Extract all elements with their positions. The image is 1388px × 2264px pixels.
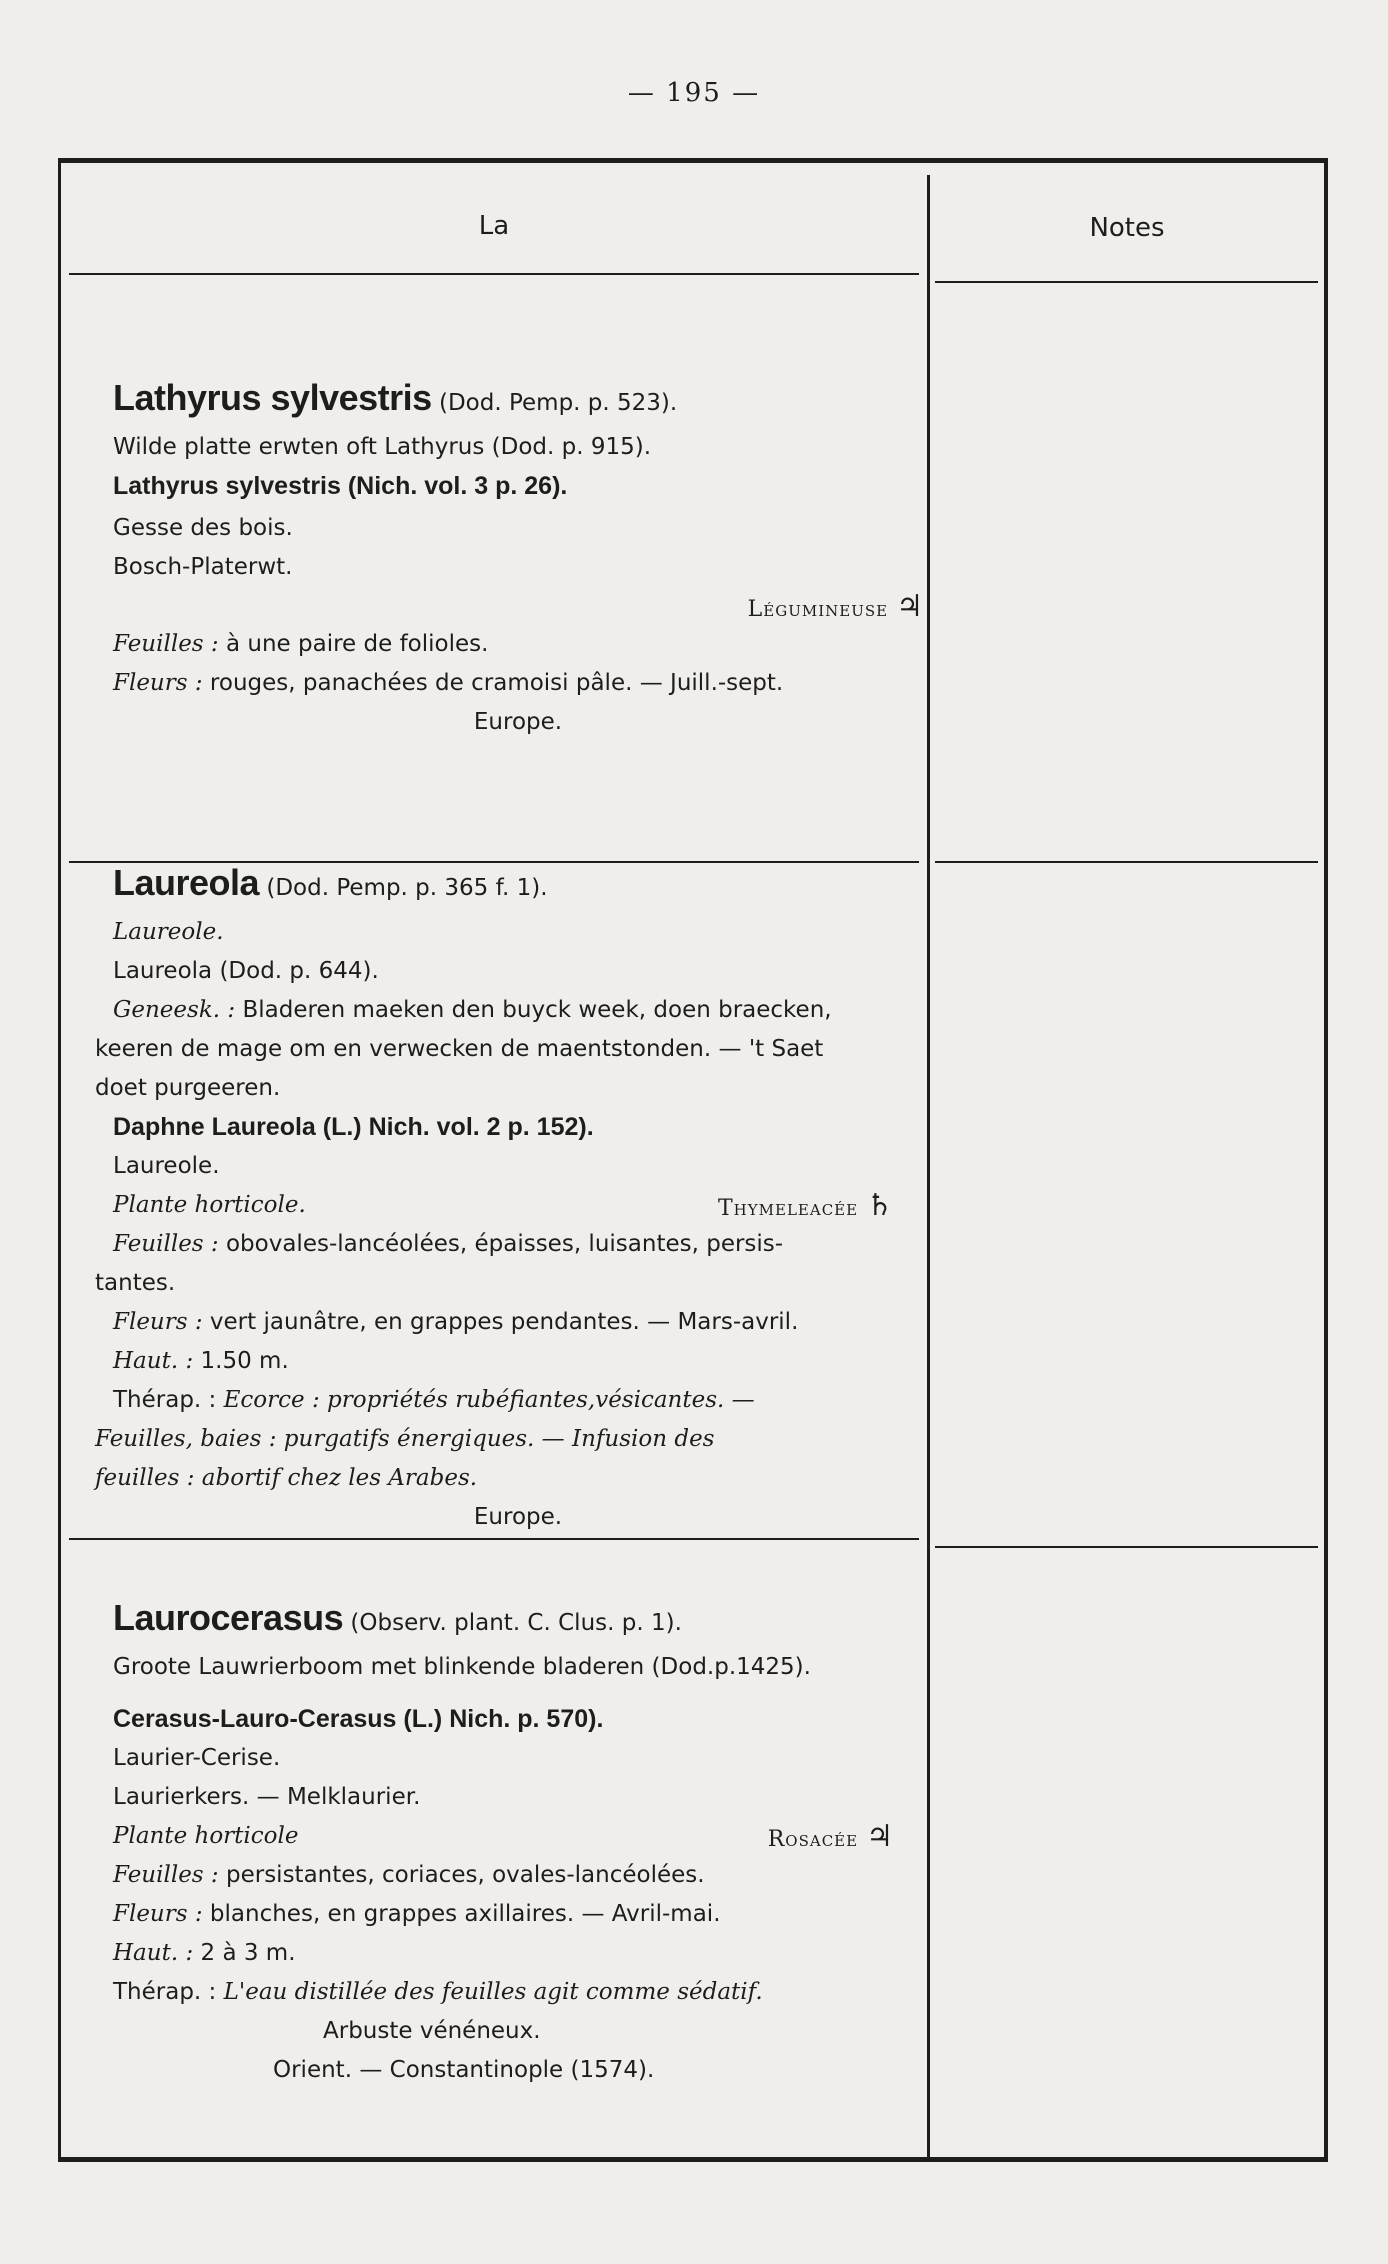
origin: Europe. [473,709,563,735]
entry-line: Bosch-Platerwt. [113,554,293,580]
entry-line: Laurier-Cerise. [113,1745,281,1771]
entry-line: Wilde platte erwten oft Lathyrus (Dod. p. 915). [113,434,652,460]
entry-heading-ref: (Observ. plant. C. Clus. p. 1). [350,1610,682,1636]
geneesk-text: Bladeren maeken den buyck week, doen braecken, [242,997,832,1023]
feuilles-text: tantes. [95,1270,176,1296]
entry-heading-ref: (Dod. Pemp. p. 523). [438,390,678,416]
column-divider [927,175,930,2157]
therap-text: Ecorce : propriétés rubéfiantes,vésicantes. — [223,1387,755,1413]
entry-line: Cerasus-Lauro-Cerasus (L.) Nich. p. 570). [113,1705,604,1733]
entry-line: Laureola (Dod. p. 644). [113,958,379,984]
fleurs-label: Fleurs : [113,1901,203,1927]
entry-heading: Lathyrus sylvestris [113,377,432,418]
perennial-symbol-icon: ♃ [896,589,923,624]
entry-line: Lathyrus sylvestris (Nich. vol. 3 p. 26). [113,472,568,500]
perennial-symbol-icon: ♃ [866,1819,893,1854]
entry-note: Arbuste vénéneux. [323,2018,541,2044]
fleurs-label: Fleurs : [113,1309,203,1335]
entry-heading: Laurocerasus [113,1597,344,1638]
entry-line: Daphne Laureola (L.) Nich. vol. 2 p. 152). [113,1113,594,1141]
therap-text: Feuilles, baies : purgatifs énergiques. — Infusion des [95,1426,715,1452]
feuilles-label: Feuilles : [113,1862,219,1888]
geneesk-text: doet purgeeren. [95,1075,281,1101]
herbal-table [58,158,1328,2162]
geneesk-label: Geneesk. : [113,997,236,1023]
entry-line: Laureole. [113,1153,220,1179]
haut-label: Haut. : [113,1348,194,1374]
fleurs-text: blanches, en grappes axillaires. — Avril-mai. [209,1901,721,1927]
feuilles-label: Feuilles : [113,1231,219,1257]
entry-line: Groote Lauwrierboom met blinkende bladeren (Dod.p.1425). [113,1654,811,1680]
geneesk-text: keeren de mage om en verwecken de maentstonden. — 't Saet [95,1036,824,1062]
feuilles-label: Feuilles : [113,631,219,657]
shrub-symbol-icon: ♄ [866,1188,893,1223]
family-label: Rosacée [767,1827,859,1852]
fleurs-text: vert jaunâtre, en grappes pendantes. — Mars-avril. [209,1309,799,1335]
fleurs-label: Fleurs : [113,670,203,696]
feuilles-text: persistantes, coriaces, ovales-lancéolées. [225,1862,705,1888]
entry-heading-ref: (Dod. Pemp. p. 365 f. 1). [266,875,548,901]
column-header-la: La [478,211,510,241]
entry-line: Laureole. [113,919,224,945]
column-header-notes: Notes [1089,213,1165,243]
entry-line: Laurierkers. — Melklaurier. [113,1784,421,1810]
fleurs-text: rouges, panachées de cramoisi pâle. — Juill.-sept. [209,670,784,696]
header-rule-left [69,273,919,275]
therap-text: L'eau distillée des feuilles agit comme sédatif. [223,1979,763,2005]
entry-laureola [95,862,923,1537]
feuilles-text: à une paire de folioles. [225,631,489,657]
plante-label: Plante horticole [113,1823,299,1849]
therap-label: Thérap. : [113,1387,217,1413]
origin: Orient. — Constantinople (1574). [273,2057,655,2083]
header-rule-right [935,281,1318,283]
entry-laurocerasus [113,1598,923,2090]
entry-rule-right [935,861,1318,863]
feuilles-text: obovales-lancéolées, épaisses, luisantes, persis- [225,1231,784,1257]
entry-rule-right [935,1546,1318,1548]
entry-line: Gesse des bois. [113,515,293,541]
family-label: Légumineuse [747,597,889,622]
therap-label: Thérap. : [113,1979,217,2005]
haut-text: 2 à 3 m. [200,1940,296,1966]
haut-text: 1.50 m. [200,1348,289,1374]
origin: Europe. [473,1504,563,1530]
entry-rule-left [69,1538,919,1540]
family-label: Thymeleacée [718,1196,859,1221]
therap-text: feuilles : abortif chez les Arabes. [95,1465,478,1491]
haut-label: Haut. : [113,1940,194,1966]
plante-label: Plante horticole. [113,1192,306,1218]
entry-lathyrus [113,378,923,742]
entry-heading: Laureola [113,862,260,903]
page-number: — 195 — [627,78,761,108]
